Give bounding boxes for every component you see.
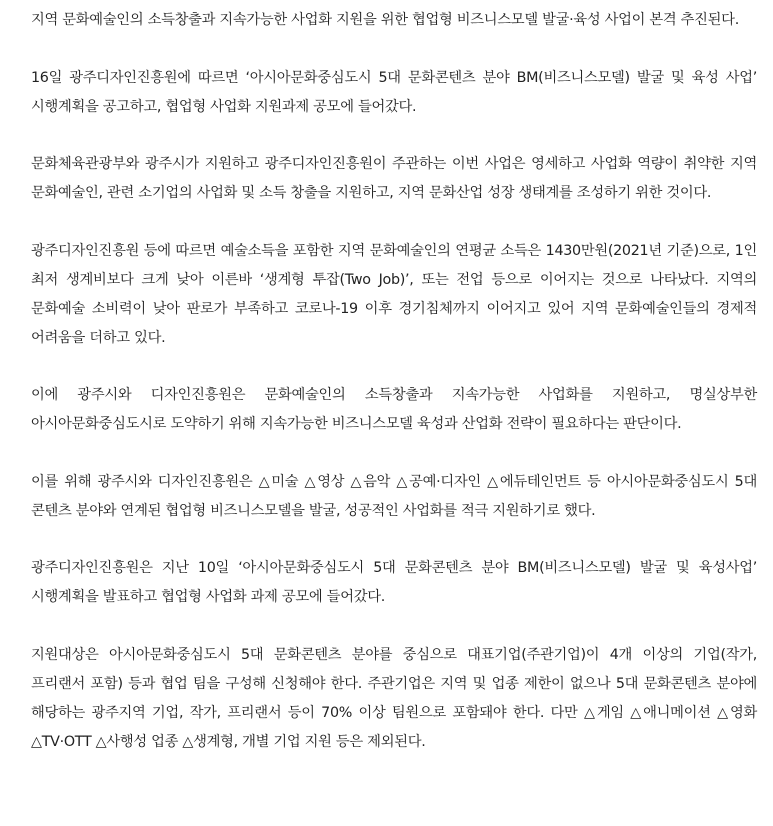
- article-paragraph: 이에 광주시와 디자인진흥원은 문화예술인의 소득창출과 지속가능한 사업화를 지원하고, 명실상부한 아시아문화중심도시로 도약하기 위해 지속가능한 비즈니스모델 육성과 산업화 전략이 필요하다는 판단이다.: [31, 387, 757, 432]
- article-paragraph: 지역 문화예술인의 소득창출과 지속가능한 사업화 지원을 위한 협업형 비즈니스모델 발굴·육성 사업이 본격 추진된다.: [31, 12, 739, 28]
- article-paragraph: 문화체육관광부와 광주시가 지원하고 광주디자인진흥원이 주관하는 이번 사업은 영세하고 사업화 역량이 취약한 지역 문화예술인, 관련 소기업의 사업화 및 소득 창출을 지원하고, 지역 문화산업 성장 생태계를 조성하기 위한 것이다.: [31, 156, 757, 201]
- article-paragraph: 지원대상은 아시아문화중심도시 5대 문화콘텐츠 분야를 중심으로 대표기업(주관기업)이 4개 이상의 기업(작가, 프리랜서 포함) 등과 협업 팀을 구성해 신청해야 한다. 주관기업은 지역 및 업종 제한이 없으나 5대 문화콘텐츠 분야에 해당하는 광주지역 기업, 작가, 프리랜서 등이 70% 이상 팀원으로 포함돼야 한다. 다만 △게임 △애니메이션 △영화 △TV·OTT △사행성 업종 △생계형, 개별 기업 지원 등은 제외된다.: [31, 646, 757, 750]
- article-paragraph: 16일 광주디자인진흥원에 따르면 ‘아시아문화중심도시 5대 문화콘텐츠 분야 BM(비즈니스모델) 발굴 및 육성 사업’ 시행계획을 공고하고, 협업형 사업화 지원과제 공모에 들어갔다.: [31, 69, 757, 115]
- article-paragraph: 이를 위해 광주시와 디자인진흥원은 △미술 △영상 △음악 △공예·디자인 △에듀테인먼트 등 아시아문화중심도시 5대 콘텐츠 분야와 연계된 협업형 비즈니스모델을 발굴, 성공적인 사업화를 적극 지원하기로 했다.: [31, 473, 757, 519]
- article-paragraph: 광주디자인진흥원 등에 따르면 예술소득을 포함한 지역 문화예술인의 연평균 소득은 1430만원(2021년 기준)으로, 1인 최저 생계비보다 크게 낮아 이른바 ‘생계형 투잡(Two Job)’, 또는 전업 등으로 이어지는 것으로 나타났다. 지역의 문화예술 소비력이 낮아 판로가 부족하고 코로나-19 이후 경기침체까지 이어지고 있어 지역 문화예술인들의 경제적 어려움을 더하고 있다.: [31, 242, 757, 346]
- article-paragraph: 광주디자인진흥원은 지난 10일 ‘아시아문화중심도시 5대 문화콘텐츠 분야 BM(비즈니스모델) 발굴 및 육성사업’ 시행계획을 발표하고 협업형 사업화 과제 공모에 들어갔다.: [31, 560, 757, 605]
